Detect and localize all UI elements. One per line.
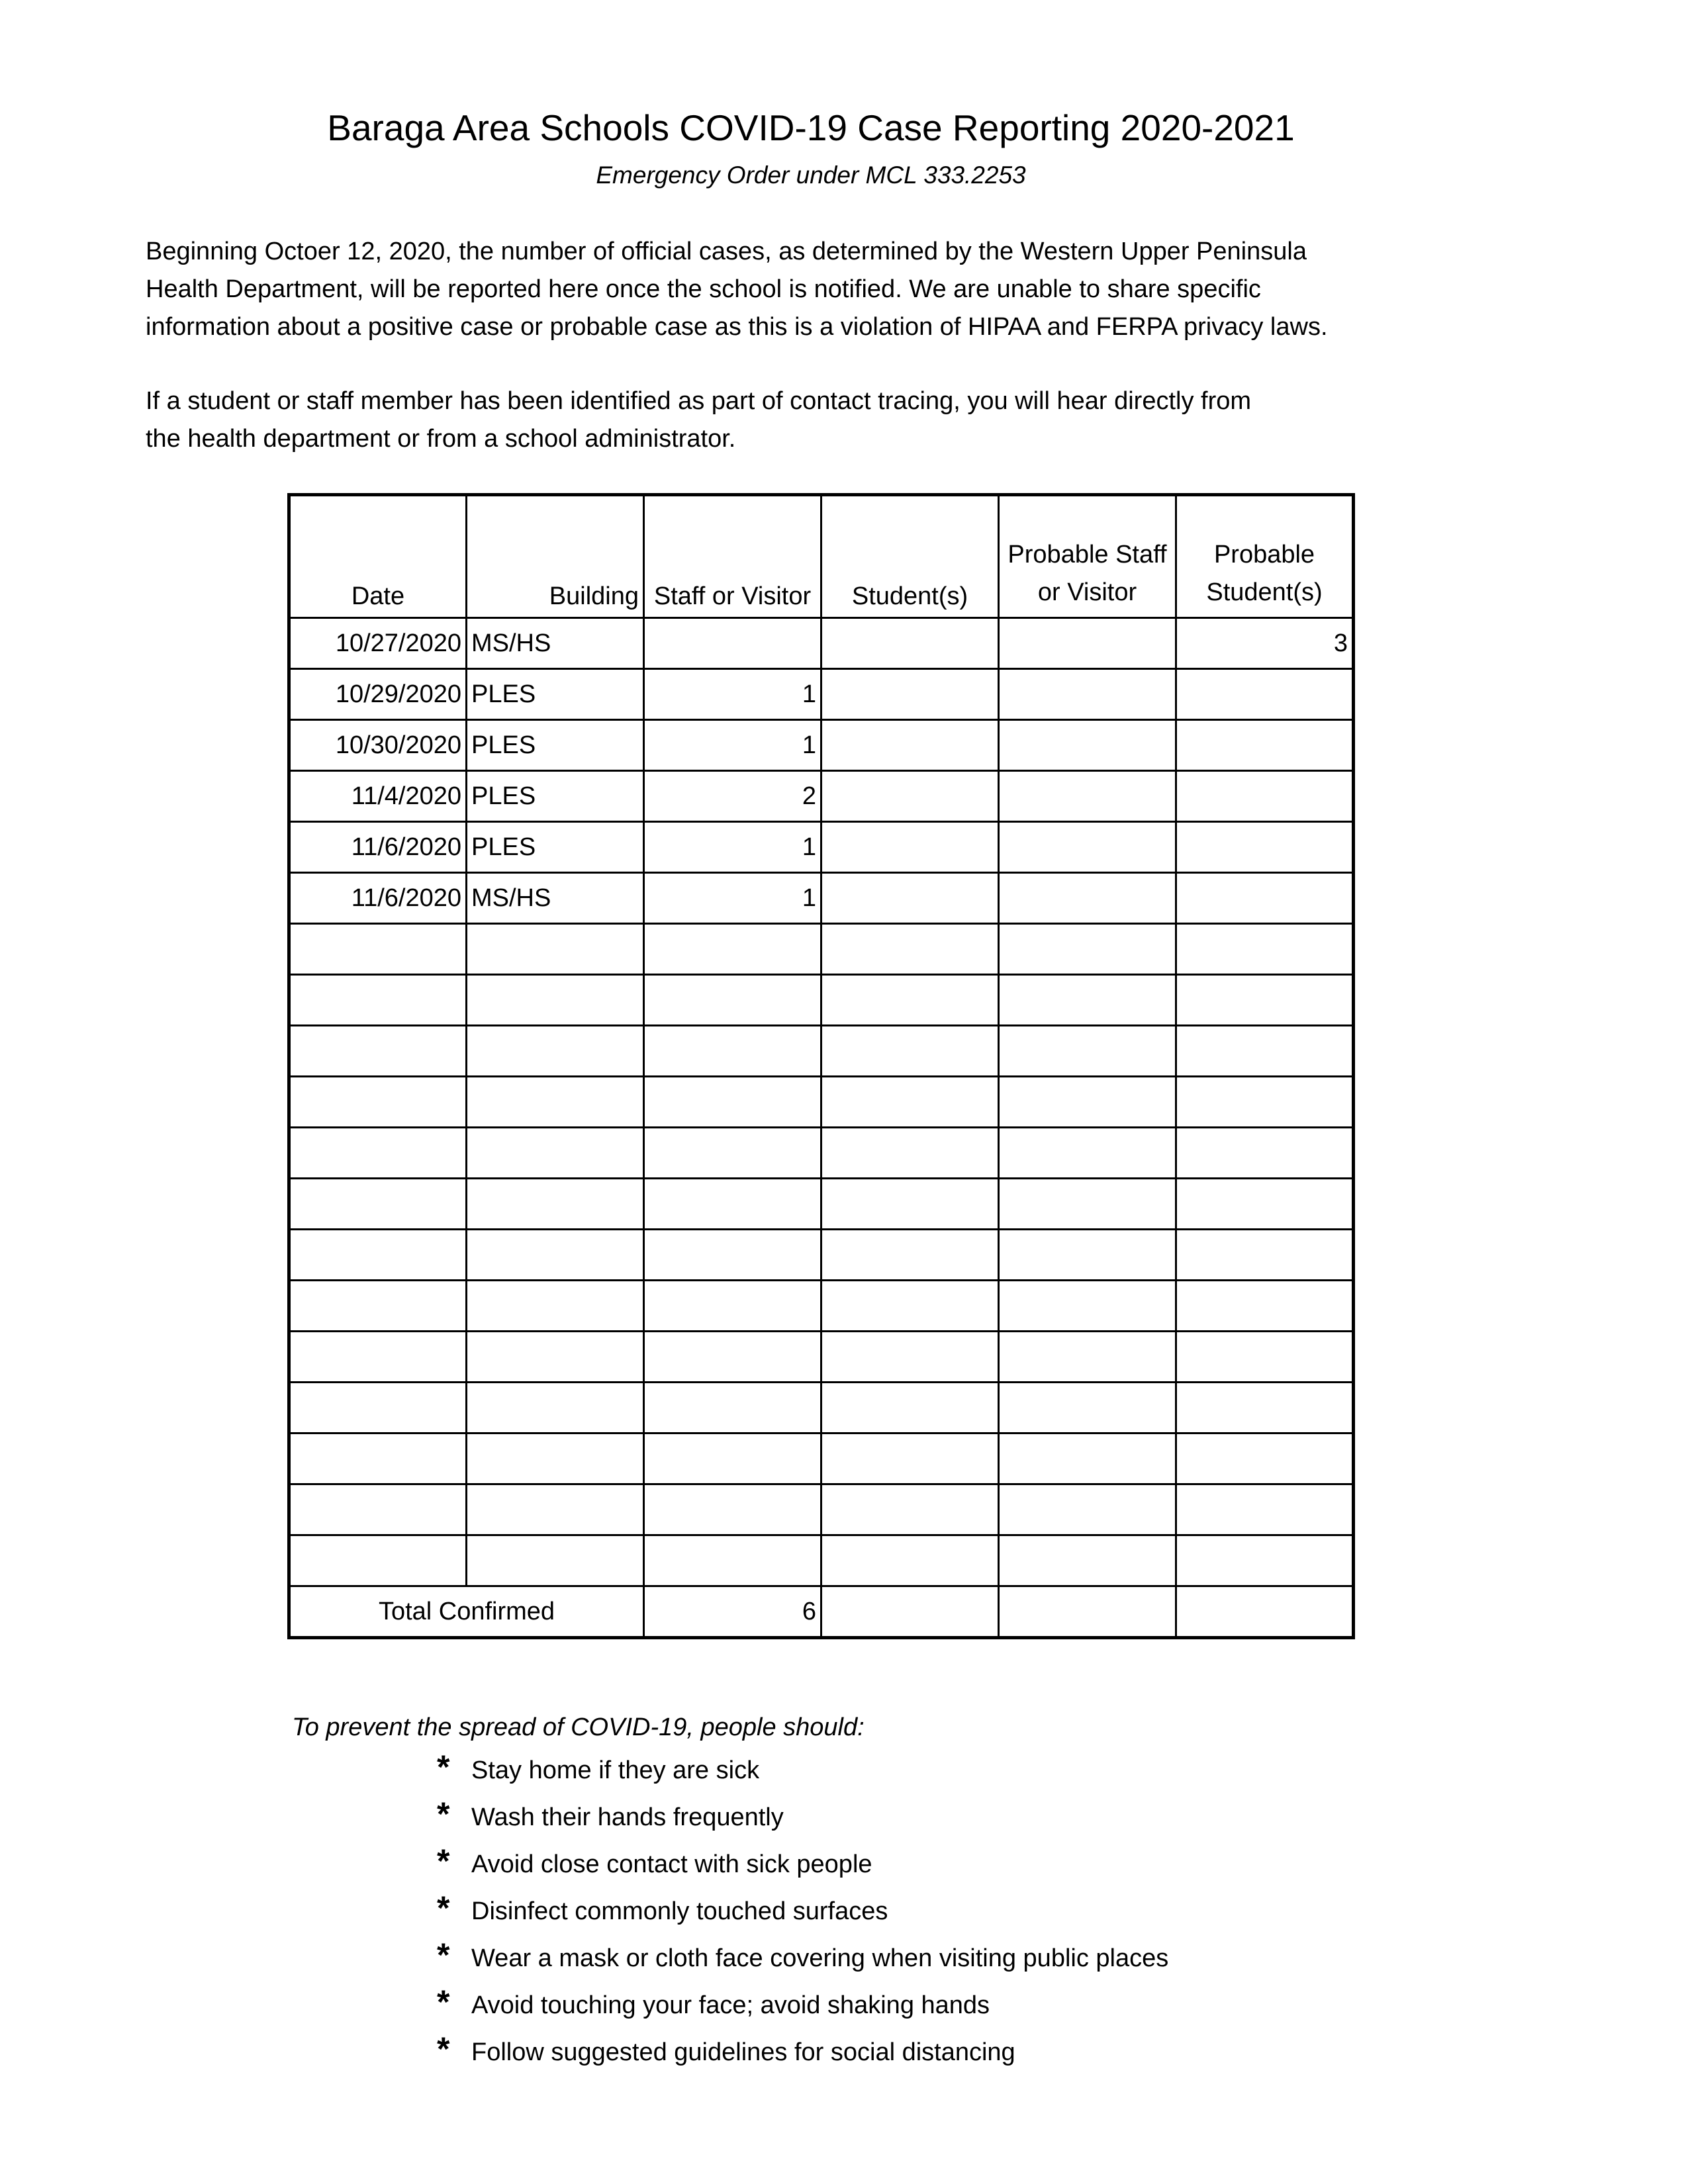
asterisk-bullet-icon: * [437,1936,450,1974]
prevention-item [437,1747,1168,1794]
table-row [289,975,1354,1026]
cell-probable-staff [999,1128,1176,1179]
cell-building: MS/HS [467,873,644,924]
table-row [289,1535,1354,1586]
intro-line: Beginning Octoer 12, 2020, the number of official cases, as determined by the Western Upper Peninsula [146,238,1307,265]
cell-date [289,1077,467,1128]
prevention-item [437,1841,1168,1888]
total-value [1176,1586,1354,1638]
cell-date [289,924,467,975]
cell-students [821,669,999,720]
cell-date [289,1281,467,1332]
asterisk-bullet-icon: * [437,1843,450,1880]
cell-probable-students [1176,1433,1354,1484]
cell-building: MS/HS [467,618,644,669]
cell-building [467,1433,644,1484]
cell-date [289,1383,467,1433]
asterisk-bullet-icon: * [437,2030,450,2068]
cell-building [467,975,644,1026]
cell-probable-staff [999,771,1176,822]
table-row [289,771,1354,822]
cell-date [289,1026,467,1077]
cell-probable-students [1176,975,1354,1026]
cell-staff-or-visitor [644,1332,821,1383]
cell-staff-or-visitor: 1 [644,720,821,771]
prevention-item-text: Disinfect commonly touched surfaces [471,1897,888,1925]
cell-probable-staff [999,618,1176,669]
header-probable-students: Probable Student(s) [1176,495,1354,618]
cell-date [289,1484,467,1535]
cell-date: 10/29/2020 [289,669,467,720]
cell-date [289,1230,467,1281]
cell-building: PLES [467,720,644,771]
table-row [289,669,1354,720]
cell-staff-or-visitor [644,924,821,975]
cell-staff-or-visitor: 2 [644,771,821,822]
page-title: Baraga Area Schools COVID-19 Case Reporting 2020-2021 [327,107,1295,148]
table-header-row [289,495,1354,618]
prevention-item-text: Wash their hands frequently [471,1803,784,1831]
intro-line: information about a positive case or probable case as this is a violation of HIPAA and FERPA privacy laws. [146,313,1328,341]
cell-probable-students [1176,822,1354,873]
cell-staff-or-visitor [644,1433,821,1484]
cell-probable-students [1176,1026,1354,1077]
cell-staff-or-visitor [644,1179,821,1230]
cell-students [821,1281,999,1332]
cell-date: 10/27/2020 [289,618,467,669]
cell-date: 10/30/2020 [289,720,467,771]
cell-students [821,822,999,873]
asterisk-bullet-icon: * [437,1796,450,1833]
cell-probable-staff [999,669,1176,720]
case-table [287,493,1355,1639]
cell-students [821,1230,999,1281]
cell-probable-students [1176,1332,1354,1383]
cell-probable-staff [999,1179,1176,1230]
cell-probable-staff [999,873,1176,924]
total-row [289,1586,1354,1638]
cell-probable-students [1176,1383,1354,1433]
cell-staff-or-visitor [644,975,821,1026]
prevention-item-text: Stay home if they are sick [471,1756,760,1784]
prevention-list [437,1747,1168,2076]
cell-date [289,1179,467,1230]
table-row [289,720,1354,771]
table-row [289,1383,1354,1433]
cell-probable-students [1176,1077,1354,1128]
cell-building: PLES [467,771,644,822]
cell-probable-staff [999,822,1176,873]
cell-staff-or-visitor [644,1281,821,1332]
header-building: Building [467,495,644,618]
cell-students [821,1179,999,1230]
prevention-item-text: Avoid close contact with sick people [471,1850,872,1878]
cell-date [289,1433,467,1484]
cell-probable-staff [999,1433,1176,1484]
prevention-item-text: Wear a mask or cloth face covering when visiting public places [471,1944,1169,1972]
cell-building [467,1281,644,1332]
cell-building: PLES [467,822,644,873]
cell-building: PLES [467,669,644,720]
cell-students [821,1484,999,1535]
cell-staff-or-visitor: 1 [644,822,821,873]
intro-line: Health Department, will be reported here once the school is notified. We are unable to share specific [146,275,1261,303]
cell-students [821,924,999,975]
cell-probable-staff [999,1484,1176,1535]
cell-probable-staff [999,975,1176,1026]
cell-probable-staff [999,1535,1176,1586]
prevention-item-text: Avoid touching your face; avoid shaking hands [471,1991,990,2019]
cell-probable-staff [999,1026,1176,1077]
table-row [289,1433,1354,1484]
asterisk-bullet-icon: * [437,1983,450,2021]
table-row [289,924,1354,975]
cell-students [821,1026,999,1077]
cell-students [821,771,999,822]
cell-building [467,1077,644,1128]
cell-probable-students: 3 [1176,618,1354,669]
table-row [289,1230,1354,1281]
cell-students [821,873,999,924]
prevention-item [437,1794,1168,1841]
table-row [289,1128,1354,1179]
cell-probable-students [1176,1230,1354,1281]
table-row [289,1332,1354,1383]
cell-building [467,1179,644,1230]
cell-students [821,1433,999,1484]
cell-probable-staff [999,720,1176,771]
cell-staff-or-visitor [644,1077,821,1128]
cell-staff-or-visitor [644,1383,821,1433]
cell-building [467,924,644,975]
prevention-item [437,1935,1168,1982]
cell-probable-students [1176,1535,1354,1586]
cell-probable-students [1176,1281,1354,1332]
cell-staff-or-visitor: 1 [644,873,821,924]
cell-probable-staff [999,1332,1176,1383]
cell-staff-or-visitor [644,1484,821,1535]
table-row [289,1281,1354,1332]
cell-staff-or-visitor [644,1128,821,1179]
total-value: 6 [644,1586,821,1638]
cell-probable-staff [999,1077,1176,1128]
intro-paragraph-1 [146,233,1569,346]
cell-date: 11/4/2020 [289,771,467,822]
cell-probable-staff [999,924,1176,975]
cell-staff-or-visitor [644,1026,821,1077]
prevention-heading: To prevent the spread of COVID-19, people should: [292,1713,865,1741]
prevention-item [437,2029,1168,2076]
cell-probable-students [1176,873,1354,924]
cell-probable-students [1176,720,1354,771]
cell-date: 11/6/2020 [289,822,467,873]
total-label: Total Confirmed [289,1586,644,1638]
header-students: Student(s) [821,495,999,618]
cell-probable-students [1176,924,1354,975]
cell-staff-or-visitor [644,618,821,669]
cell-probable-students [1176,771,1354,822]
intro-line: If a student or staff member has been identified as part of contact tracing, you will hear directly from [146,387,1252,415]
cell-students [821,1535,999,1586]
cell-date [289,1128,467,1179]
table-row [289,1179,1354,1230]
intro-line: the health department or from a school administrator. [146,425,736,453]
cell-probable-students [1176,1484,1354,1535]
table-row [289,618,1354,669]
cell-staff-or-visitor [644,1535,821,1586]
header-date: Date [289,495,467,618]
cell-date: 11/6/2020 [289,873,467,924]
cell-staff-or-visitor: 1 [644,669,821,720]
cell-probable-staff [999,1281,1176,1332]
cell-students [821,1332,999,1383]
cell-building [467,1332,644,1383]
table-row [289,1026,1354,1077]
header-probable-staff: Probable Staff or Visitor [999,495,1176,618]
cell-students [821,1077,999,1128]
cell-building [467,1535,644,1586]
cell-building [467,1026,644,1077]
asterisk-bullet-icon: * [437,1749,450,1786]
cell-students [821,975,999,1026]
cell-building [467,1230,644,1281]
asterisk-bullet-icon: * [437,1889,450,1927]
cell-building [467,1128,644,1179]
cell-students [821,1128,999,1179]
cell-probable-students [1176,1128,1354,1179]
table-row [289,873,1354,924]
prevention-item [437,1888,1168,1935]
cell-date [289,975,467,1026]
cell-probable-students [1176,669,1354,720]
cell-building [467,1383,644,1433]
cell-probable-students [1176,1179,1354,1230]
total-value [999,1586,1176,1638]
cell-probable-staff [999,1230,1176,1281]
page-subtitle: Emergency Order under MCL 333.2253 [596,161,1026,189]
table-row [289,822,1354,873]
total-value [821,1586,999,1638]
cell-date [289,1332,467,1383]
table-row [289,1077,1354,1128]
cell-students [821,618,999,669]
cell-staff-or-visitor [644,1230,821,1281]
intro-paragraph-2 [146,383,1569,458]
header-staff-or-visitor: Staff or Visitor [644,495,821,618]
cell-students [821,720,999,771]
cell-students [821,1383,999,1433]
cell-probable-staff [999,1383,1176,1433]
prevention-item [437,1982,1168,2029]
prevention-item-text: Follow suggested guidelines for social distancing [471,2038,1015,2066]
cell-building [467,1484,644,1535]
table-row [289,1484,1354,1535]
cell-date [289,1535,467,1586]
